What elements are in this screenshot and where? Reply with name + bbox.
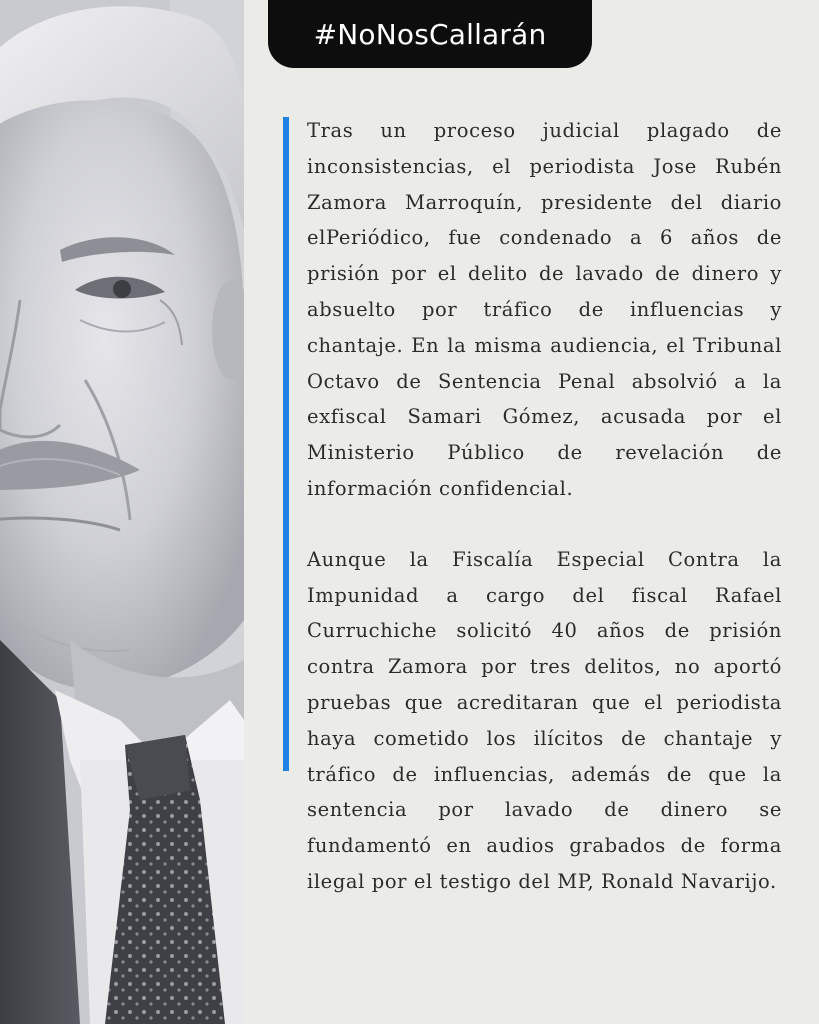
portrait-illustration xyxy=(0,0,244,1024)
article-paragraph-2: Aunque la Fiscalía Especial Contra la Impunidad a cargo del fiscal Rafael Curruchiche solicitó 40 años de prisión contra Zamora por tres delitos, no aportó pruebas que acreditaran que el periodista haya cometido los ilícitos de chantaje y tráfico de influencias, además de que la sentencia por lavado de dinero se fundamentó en audios grabados de forma ilegal por el testigo del MP, Ronald Navarijo. xyxy=(307,547,782,893)
accent-bar xyxy=(283,117,289,771)
portrait-photo xyxy=(0,0,244,1024)
hashtag-badge xyxy=(268,0,592,68)
article-body xyxy=(307,113,782,900)
hashtag-text: #NoNosCallarán xyxy=(313,17,547,51)
article-paragraph-1: Tras un proceso judicial plagado de inconsistencias, el periodista Jose Rubén Zamora Marroquín, presidente del diario elPeriódico, fue condenado a 6 años de prisión por el delito de lavado de dinero y absuelto por tráfico de influencias y chantaje. En la misma audiencia, el Tribunal Octavo de Sentencia Penal absolvió a la exfiscal Samari Gómez, acusada por el Ministerio Público de revelación de información confidencial. xyxy=(307,119,782,500)
